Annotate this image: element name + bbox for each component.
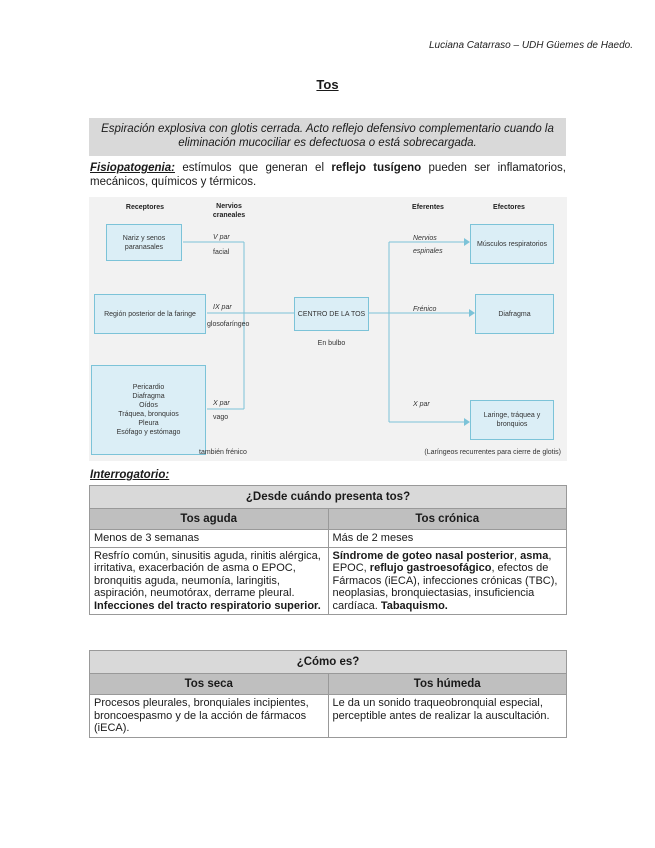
box-diafragma: Diafragma bbox=[475, 294, 554, 334]
table-como-es bbox=[89, 650, 567, 738]
cronica-text-3: , efectos de Fármacos (iECA), infecciones crónicas (TBC), neoplasias, bronquiectasias, insuficiencia cardíaca. bbox=[332, 562, 558, 612]
cronica-text-1: , bbox=[514, 549, 521, 562]
col-tos-cronica: Tos crónica bbox=[328, 509, 567, 530]
fisiopatogenia-text-1: estímulos que generan el bbox=[174, 162, 332, 174]
label-espinales: espinales bbox=[413, 248, 443, 255]
aguda-causas-bold: Infecciones del tracto respiratorio superior. bbox=[94, 599, 321, 612]
col-tos-humeda: Tos húmeda bbox=[328, 674, 567, 695]
cronica-bold-2: asma bbox=[520, 549, 549, 562]
box-nariz-senos: Nariz y senos paranasales bbox=[106, 224, 182, 261]
question-como-es: ¿Cómo es? bbox=[90, 651, 567, 674]
fisiopatogenia-text-2: pueden ser inflamatorios, mecánicos, químicos y térmicos. bbox=[90, 162, 567, 188]
label-x-par-aferente: X par bbox=[213, 400, 230, 407]
header-efectores: Efectores bbox=[493, 204, 525, 211]
cough-reflex-diagram bbox=[89, 197, 567, 461]
cronica-bold-3: reflujo gastroesofágico bbox=[369, 562, 492, 574]
aguda-causas-text: Resfrío común, sinusitis aguda, rinitis alérgica, irritativa, exacerbación de asma o EPOC, bronquitis aguda, neumonía, laringitis, aspiración, neumotórax, derrame pleural. bbox=[94, 549, 321, 599]
box-region-posterior-faringe: Región posterior de la faringe bbox=[94, 294, 206, 334]
header-receptores: Receptores bbox=[125, 204, 165, 211]
question-desde-cuando: ¿Desde cuándo presenta tos? bbox=[90, 486, 567, 509]
page-title: Tos bbox=[316, 77, 339, 92]
fisiopatogenia-paragraph bbox=[90, 161, 566, 189]
interrogatorio-heading: Interrogatorio: bbox=[90, 469, 170, 481]
cell-aguda-duracion: Menos de 3 semanas bbox=[90, 530, 329, 548]
cell-cronica-duracion: Más de 2 meses bbox=[328, 530, 567, 548]
label-facial: facial bbox=[213, 249, 230, 256]
col-tos-seca: Tos seca bbox=[90, 674, 329, 695]
label-ix-par: IX par bbox=[213, 304, 232, 311]
cell-tos-seca: Procesos pleurales, bronquiales incipientes, broncoespasmo y de la acción de fármacos (iECA). bbox=[90, 695, 329, 738]
box-laringe-traquea-bronquios: Laringe, tráquea y bronquios bbox=[470, 400, 554, 440]
definition-box: Espiración explosiva con glotis cerrada. Acto reflejo defensivo complementario cuando la eliminación mucociliar es defectuosa o está sobrecargada. bbox=[89, 118, 566, 156]
cronica-text-2: , EPOC, bbox=[332, 549, 552, 574]
box-centro-tos: CENTRO DE LA TOS bbox=[294, 297, 369, 331]
label-en-bulbo: En bulbo bbox=[317, 340, 346, 347]
cronica-bold-1: Síndrome de goteo nasal posterior bbox=[332, 549, 515, 562]
header-nervios-craneales: Nervios craneales bbox=[212, 203, 246, 219]
label-vago: vago bbox=[213, 414, 229, 421]
label-laringeos-recurrentes: (Laríngeos recurrentes para cierre de glotis) bbox=[424, 449, 561, 456]
cell-tos-humeda: Le da un sonido traqueobronquial especial, perceptible antes de realizar la auscultación. bbox=[328, 695, 567, 738]
cell-cronica-causas bbox=[328, 547, 567, 615]
header-eferentes: Eferentes bbox=[412, 204, 444, 211]
table-desde-cuando bbox=[89, 485, 567, 615]
label-v-par: V par bbox=[213, 234, 230, 241]
label-glosofaringeo: glosofaríngeo bbox=[207, 321, 250, 328]
label-tambien-frenico: también frénico bbox=[199, 449, 247, 456]
cell-aguda-causas bbox=[90, 547, 329, 615]
box-otros-receptores: Pericardio Diafragma Oídos Tráquea, bronquios Pleura Esófago y estómago bbox=[91, 365, 206, 455]
col-tos-aguda: Tos aguda bbox=[90, 509, 329, 530]
page-header-author: Luciana Catarraso – UDH Güemes de Haedo. bbox=[429, 40, 633, 51]
fisiopatogenia-label: Fisiopatogenia: bbox=[90, 162, 175, 174]
box-musculos-respiratorios: Músculos respiratorios bbox=[470, 224, 554, 264]
cronica-bold-4: Tabaquismo. bbox=[380, 599, 448, 612]
label-nervios: Nervios bbox=[413, 235, 437, 242]
label-frenico: Frénico bbox=[413, 306, 437, 313]
fisiopatogenia-bold: reflejo tusígeno bbox=[331, 162, 422, 174]
label-x-par-eferente: X par bbox=[413, 401, 430, 408]
